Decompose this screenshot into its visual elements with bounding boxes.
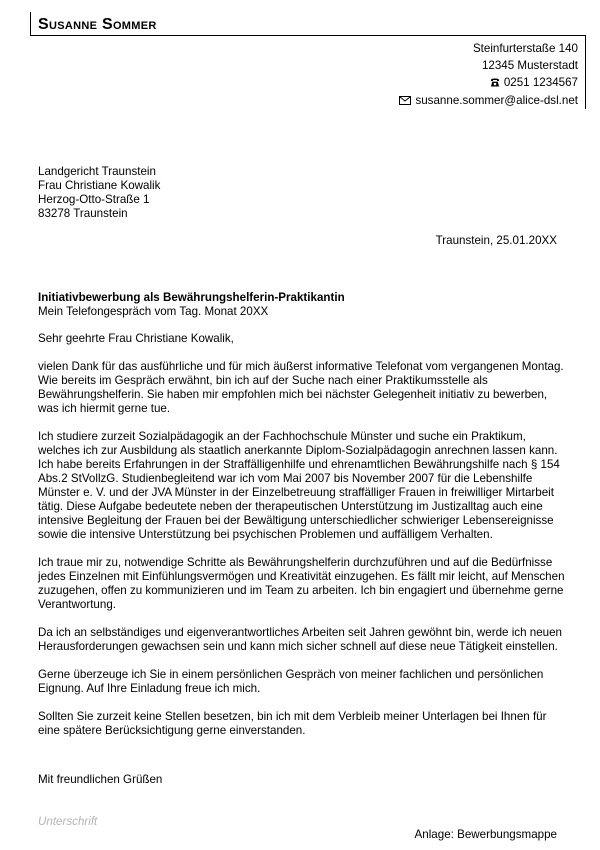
subject-block	[38, 291, 345, 319]
sender-phone-line	[399, 74, 578, 92]
letter-body	[38, 332, 566, 752]
sender-street: Steinfurterstaße 140	[472, 42, 578, 55]
body-paragraph: Ich traue mir zu, notwendige Schritte als Bewährungshelferin durchzuführen und auf die Bedürfnisse jedes Einzelnen mit Einfühlungsvermögen und Kreativität einzugehen. Es fällt mir leicht, auf Menschen zuzugehen, offen zu kommunizieren und im Team zu arbeiten. Ich bin engagiert und übernehme gerne Verantwortung.	[38, 556, 565, 611]
envelope-icon	[399, 93, 411, 110]
sender-address-block	[399, 40, 578, 110]
sender-email[interactable]: susanne.sommer@alice-dsl.net	[415, 94, 578, 107]
enclosure-note: Anlage: Bewerbungsmappe	[414, 828, 557, 841]
salutation: Sehr geehrte Frau Christiane Kowalik,	[38, 332, 234, 345]
phone-icon	[490, 75, 500, 92]
header-divider	[30, 35, 586, 36]
sender-phone: 0251 1234567	[503, 76, 578, 89]
recipient-line: Frau Christiane Kowalik	[38, 179, 161, 192]
sender-city: 12345 Musterstadt	[481, 59, 578, 72]
body-paragraph: Da ich an selbständiges und eigenverantwortliches Arbeiten seit Jahren gewöhnt bin, werde ich neuen Herausforderungen gewachsen sein und kann mich sicher schnell auf diese neue Tätigkeit einstellen.	[38, 626, 562, 653]
recipient-line: 83278 Traunstein	[38, 207, 128, 220]
closing: Mit freundlichen Grüßen	[38, 773, 163, 786]
body-paragraph: Gerne überzeuge ich Sie in einem persönlichen Gespräch von meiner fachlichen und persönlichen Eignung. Auf Ihre Einladung freue ich mich.	[38, 668, 544, 695]
subject-title: Initiativbewerbung als Bewährungshelferin-Praktikantin	[38, 291, 345, 304]
sender-email-line	[399, 92, 578, 110]
recipient-address	[38, 165, 160, 221]
subject-reference: Mein Telefongespräch vom Tag. Monat 20XX	[38, 305, 269, 318]
body-paragraph: vielen Dank für das ausführliche und für mich äußerst informative Telefonat vom vergangenen Montag. Wie bereits im Gespräch erwähnt, bin ich auf der Suche nach einer Praktikumsstelle als Bewährungshelferin. Sie haben mir empfohlen mich bei nächster Gelegenheit initiativ zu bewerben, was ich hiermit gerne tue.	[38, 360, 564, 415]
header-divider-right	[585, 35, 586, 109]
sender-name: Susanne Sommer	[38, 16, 157, 33]
recipient-line: Landgericht Traunstein	[38, 165, 156, 178]
signature-placeholder: Unterschrift	[38, 815, 98, 828]
recipient-line: Herzog-Otto-Straße 1	[38, 193, 150, 206]
place-date: Traunstein, 25.01.20XX	[435, 234, 557, 247]
header-divider-left	[30, 12, 31, 36]
body-paragraph: Sollten Sie zurzeit keine Stellen besetzen, bin ich mit dem Verbleib meiner Unterlagen bei Ihnen für eine spätere Berücksichtigung gerne einverstanden.	[38, 710, 547, 737]
body-paragraph: Ich studiere zurzeit Sozialpädagogik an der Fachhochschule Münster und suche ein Praktikum, welches ich zur Ausbildung als staatlich anerkannte Diplom-Sozialpädagogin anrechnen lassen kann. Ich habe bereits Erfahrungen in der Straffälligenhilfe und ehrenamtlichen Bewährungshilfe nach § 154 Abs.2 StVollzG. Studienbegleitend war ich vom Mai 2007 bis November 2007 für die Lebenshilfe Münster e. V. und der JVA Münster in der Einzelbetreuung straffälliger Frauen in freiwilliger Mirtarbeit tätig. Diese Aufgabe bedeutete neben der therapeutischen Unterstützung im Justizalltag auch eine intensive Begleitung der Frauen bei der Bewältigung unterschiedlicher schwieriger Lebensereignisse sowie die intensive Unterstützung bei psychischen Problemen und auffälligem Verhalten.	[38, 430, 560, 541]
